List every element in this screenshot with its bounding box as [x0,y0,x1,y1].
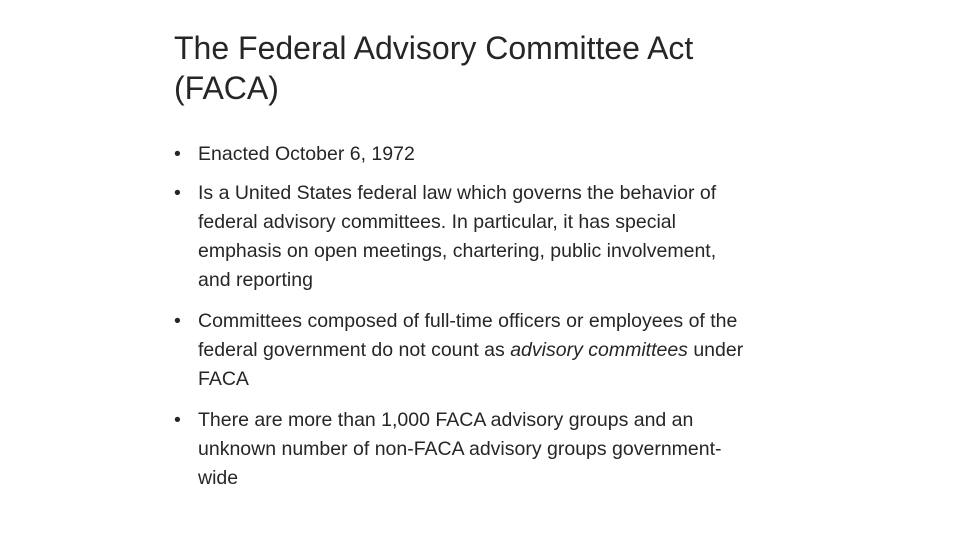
bullet-item-committees [174,307,834,394]
bullet-text: and reporting [198,269,313,291]
bullet-dot-icon: • [174,409,181,431]
bullet-item-governs [174,179,834,295]
bullet-text: FACA [198,368,249,390]
bullet-list [174,140,834,501]
bullet-text-mixed [198,336,834,365]
bullet-text: federal advisory committees. In particular, it has special [198,211,676,233]
bullet-text-segment: federal government do not count as [198,339,511,361]
title-line: The Federal Advisory Committee Act [174,30,694,66]
bullet-text: Committees composed of full-time officers or employees of the [198,310,738,332]
bullet-dot-icon: • [174,143,181,165]
bullet-text: Is a United States federal law which governs the behavior of [198,182,717,204]
bullet-text: wide [198,467,239,489]
bullet-dot-icon: • [174,182,181,204]
bullet-item-groups [174,406,834,493]
bullet-text-italic: advisory committees [510,339,688,361]
bullet-text: unknown number of non-FACA advisory groups government- [198,438,722,460]
bullet-dot-icon: • [174,310,181,332]
bullet-text: emphasis on open meetings, chartering, public involvement, [198,240,717,262]
bullet-item-enacted [174,140,834,169]
bullet-text-segment: under [687,339,744,361]
slide-title [174,28,874,108]
title-line: (FACA) [174,70,279,106]
bullet-text: There are more than 1,000 FACA advisory groups and an [198,409,694,431]
bullet-text: Enacted October 6, 1972 [198,143,415,165]
